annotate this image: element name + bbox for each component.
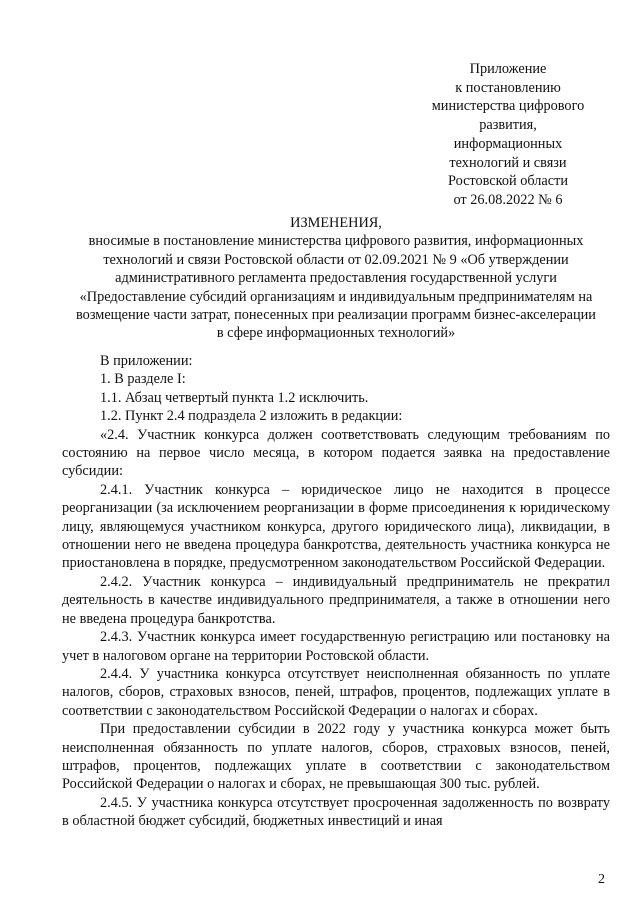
paragraph: 2.4.2. Участник конкурса – индивидуальный предприниматель не прекратил деятельность в качестве индивидуального предпринимателя, а также в отношении него не введена процедура банкротства.: [62, 573, 610, 627]
appendix-header: [408, 60, 608, 210]
heading-line: в сфере информационных технологий»: [216, 325, 456, 342]
appendix-line: Ростовской области: [447, 173, 569, 190]
heading-line: возмещение части затрат, понесенных при реализации программ бизнес-акселерации: [76, 307, 596, 324]
appendix-line: развития,: [479, 117, 537, 134]
heading-line: вносимые в постановление министерства цифрового развития, информационных: [88, 233, 584, 250]
paragraph: 1.2. Пункт 2.4 подраздела 2 изложить в редакции:: [100, 408, 403, 425]
paragraph: 2.4.5. У участника конкурса отсутствует просроченная задолженность по возврату в областной бюджет субсидий, бюджетных инвестиций и иная: [62, 794, 610, 830]
document-heading: [62, 214, 610, 343]
appendix-line: министерства цифрового: [431, 98, 585, 115]
paragraph: 2.4.4. У участника конкурса отсутствует неисполненная обязанность по уплате налогов, сборов, страховых взносов, пеней, штрафов, процентов, подлежащих уплате в соответствии с законодательством Российской Федерации о налогах и сборах.: [62, 665, 610, 719]
document-title: ИЗМЕНЕНИЯ,: [290, 215, 382, 231]
heading-line: «Предоставление субсидий организациям и индивидуальным предпринимателям на: [79, 288, 593, 305]
paragraph: 2.4.1. Участник конкурса – юридическое лицо не находится в процессе реорганизации (за исключением реорганизации в форме присоединения к юридическому лицу, являющемуся участником конкурса, другого юридического лица), ликвидации, в отношении него не введена процедура банкротства, деятельность участника конкурса не приостановлена в порядке, предусмотренном законодательством Российской Федерации.: [62, 481, 610, 572]
paragraph: 2.4.3. Участник конкурса имеет государственную регистрацию или постановку на учет в налоговом органе на территории Ростовской области.: [62, 629, 610, 664]
appendix-line: от 26.08.2022 № 6: [453, 191, 563, 208]
page-number: 2: [598, 872, 605, 887]
paragraph: 1.1. Абзац четвертый пункта 1.2 исключить.: [100, 389, 369, 406]
appendix-line: к постановлению: [455, 79, 561, 96]
document-body: [62, 352, 610, 831]
paragraph: При предоставлении субсидии в 2022 году у участника конкурса может быть неисполненная обязанность по уплате налогов, сборов, страховых взносов, пеней, штрафов, процентов, подлежащих уплате в соответствии с законодательством Российской Федерации о налогах и сборах, не превышающая 300 тыс. рублей.: [62, 721, 610, 793]
paragraph: В приложении:: [100, 353, 193, 369]
heading-line: технологий и связи Ростовской области от 02.09.2021 № 9 «Об утверждении: [103, 251, 569, 268]
paragraph: 1. В разделе I:: [100, 371, 186, 388]
heading-line: административного регламента предоставления государственной услуги: [115, 270, 557, 287]
appendix-line: информационных: [453, 135, 563, 152]
appendix-line: Приложение: [469, 61, 547, 77]
appendix-line: технологий и связи: [449, 154, 567, 171]
paragraph: «2.4. Участник конкурса должен соответствовать следующим требованиям по состоянию на первое число месяца, в котором подается заявка на предоставление субсидии:: [62, 426, 610, 480]
